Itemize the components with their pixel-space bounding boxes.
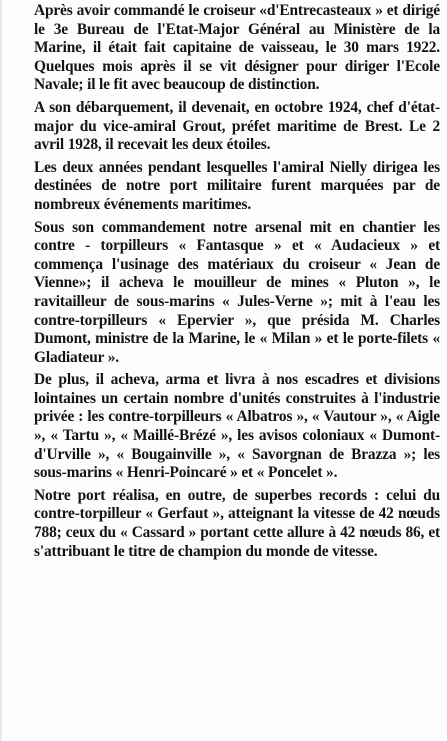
paragraph-brest (14, 99, 440, 155)
paragraph-private-units-text: De plus, il acheva, arma et livra à nos escadres et divisions lointaines un certain nombre d'unités construites à l'industrie privée : les contre-torpilleurs « Albatros », « Vautour », « Aigle », « Tartu », « Maillé-Brézé », les avisos coloniaux « Dumont-d'Urville », « Bougainville », « Savorgnan de Brazza »; les sous-marins « Henri-Poincaré » et « Poncelet ». (34, 371, 440, 482)
paragraph-career-text: Après avoir commandé le croiseur «d'Entrecasteaux » et dirigé le 3e Bureau de l'Etat-Major Général au Ministère de la Marine, il était fait capitaine de vaisseau, le 30 mars 1922. Quelques mois après il se vit désigner pour diriger l'Ecole Navale; il le fit avec beaucoup de distinction. (34, 2, 440, 94)
paragraph-career (14, 2, 440, 95)
newspaper-column (2, 2, 443, 739)
paragraph-arsenal-works (14, 219, 440, 368)
paragraph-command-years-text: Les deux années pendant lesquelles l'amiral Nielly dirigea les destinées de notre port militaire furent marquées par de nombreux événements maritimes. (34, 158, 440, 213)
paragraph-brest-text: A son débarquement, il devenait, en octobre 1924, chef d'état-major du vice-amiral Grout, préfet maritime de Brest. Le 2 avril 1928, il recevait les deux étoiles. (34, 98, 440, 154)
paragraph-speed-records-text: Notre port réalisa, en outre, de superbes records : celui du contre-torpilleur « Gerfaut », atteignant la vitesse de 42 nœuds 788; ceux du « Cassard » portant cette allure à 42 nœuds 86, et s'attribuant le titre de champion du monde de vitesse. (34, 486, 440, 560)
paragraph-arsenal-works-text: Sous son commandement notre arsenal mit en chantier les contre - torpilleurs « Fantasque » et « Audacieux » et commença l'usinage des matériaux du croiseur « Jean de Vienne»; il acheva le mouilleur de mines « Pluton », le ravitailleur de sous-marins « Jules-Verne »; mit à l'eau les contre-torpilleurs « Epervier », que présida M. Charles Dumont, ministre de la Marine, le « Milan » et le porte-filets « Gladiateur ». (34, 218, 440, 366)
paragraph-speed-records (14, 487, 440, 561)
paragraph-command-years (14, 159, 440, 215)
paragraph-private-units (14, 371, 440, 483)
